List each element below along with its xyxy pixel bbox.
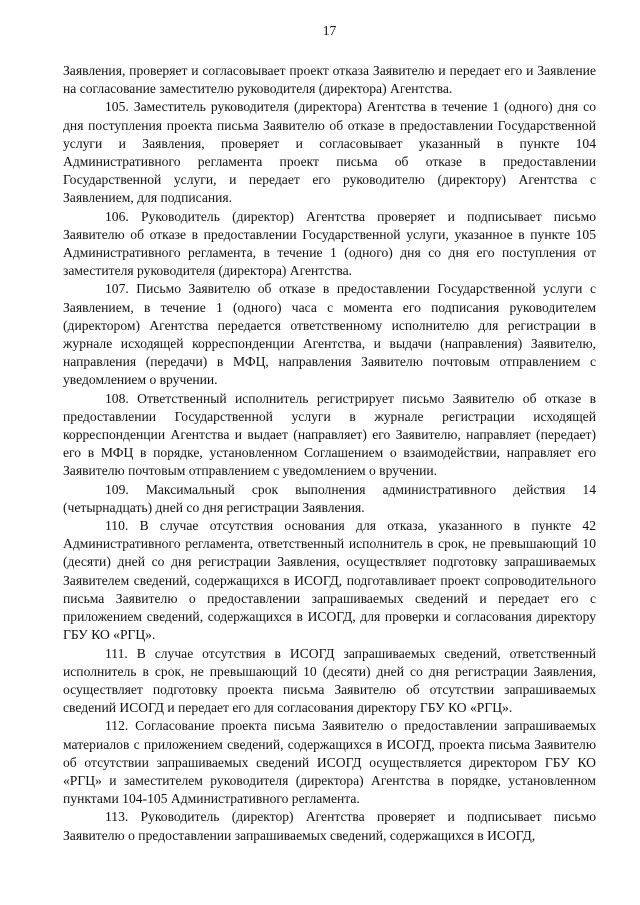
paragraph-111: 111. В случае отсутствия в ИСОГД запрашиваемых сведений, ответственный исполнитель в срок, не превышающий 10 (десяти) дней со дня регистрации Заявления, осуществляет подготовку проекта письма Заявителю об отсутствии запрашиваемых сведений ИСОГД и передает его для согласования директору ГБУ КО «РГЦ». <box>63 645 596 716</box>
paragraph-107: 107. Письмо Заявителю об отказе в предоставлении Государственной услуги с Заявлением, в течение 1 (одного) часа с момента его подписания руководителем (директором) Агентства передается ответственному исполнителю для регистрации в журнале исходящей корреспонденции Агентства, и выдачи (направления) Заявителю, направления (передачи) в МФЦ, направления Заявителю почтовым отправлением с уведомлением о вручении. <box>63 281 596 388</box>
paragraph-112: 112. Согласование проекта письма Заявителю о предоставлении запрашиваемых материалов с приложением сведений, содержащихся в ИСОГД, проекта письма Заявителю об отсутствии запрашиваемых сведений ИСОГД осуществляется директором ГБУ КО «РГЦ» и заместителем руководителя (директора) Агентства в порядке, установленном пунктами 104-105 Административного регламента. <box>63 718 596 807</box>
paragraph-106: 106. Руководитель (директор) Агентства проверяет и подписывает письмо Заявителю об отказе в предоставлении Государственной услуги, указанное в пункте 105 Административного регламента, в течение 1 (одного) дня со дня его поступления от заместителя руководителя (директора) Агентства. <box>63 208 596 279</box>
paragraph-105: 105. Заместитель руководителя (директора) Агентства в течение 1 (одного) дня со дня поступления проекта письма Заявителю об отказе в предоставлении Государственной услуги и Заявления, проверяет и согласовывает указанный в пункте 104 Административного регламента проект письма об отказе в предоставлении Государственной услуги, и передает его руководителю (директору) Агентства с Заявлением, для подписания. <box>63 99 596 206</box>
paragraph-continuation: Заявления, проверяет и согласовывает проект отказа Заявителю и передает его и Заявление на согласование заместителю руководителя (директора) Агентства. <box>63 63 596 97</box>
page-number: 17 <box>322 23 337 38</box>
paragraph-113: 113. Руководитель (директор) Агентства проверяет и подписывает письмо Заявителю о предоставлении запрашиваемых сведений, содержащихся в ИСОГД, <box>63 809 596 843</box>
paragraph-109: 109. Максимальный срок выполнения административного действия 14 (четырнадцать) дней со дня регистрации Заявления. <box>63 481 596 515</box>
document-body <box>63 62 596 845</box>
paragraph-110: 110. В случае отсутствия основания для отказа, указанного в пункте 42 Административного регламента, ответственный исполнитель в срок, не превышающий 10 (десяти) дней со дня регистрации Заявления, осуществляет подготовку запрашиваемых Заявителем сведений, содержащихся в ИСОГД, подготавливает проект сопроводительного письма Заявителю о предоставлении запрашиваемых сведений и передает его с приложением сведений, содержащихся в ИСОГД, для проверки и согласования директору ГБУ КО «РГЦ». <box>63 518 596 643</box>
paragraph-108: 108. Ответственный исполнитель регистрирует письмо Заявителю об отказе в предоставлении Государственной услуги в журнале регистрации исходящей корреспонденции Агентства и выдает (направляет) его Заявителю, направляет (передает) его в МФЦ в порядке, установленном Соглашением о взаимодействии, направляет его Заявителю почтовым отправлением с уведомлением о вручении. <box>63 390 596 479</box>
